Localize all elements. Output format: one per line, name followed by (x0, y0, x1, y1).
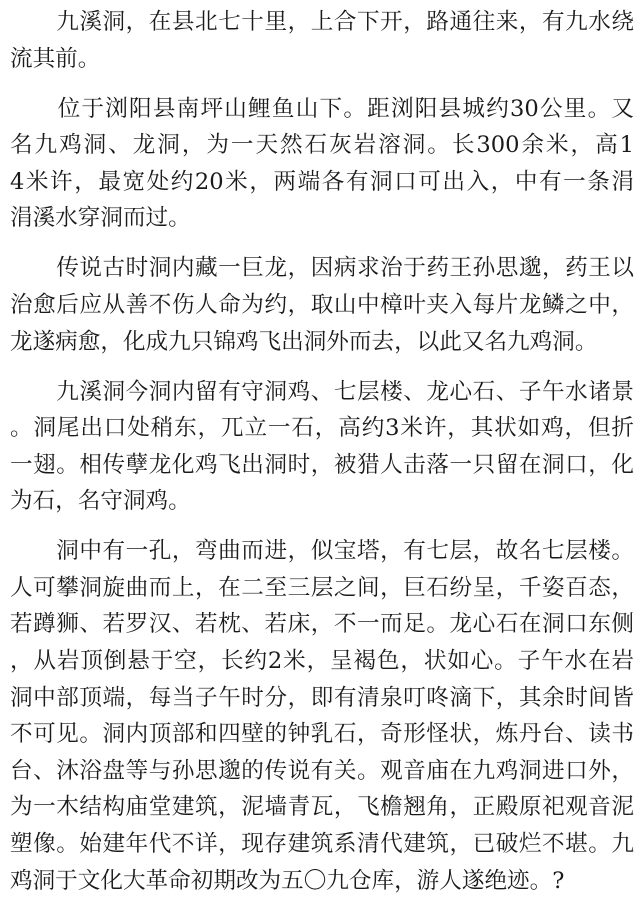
paragraph-2 (10, 91, 634, 237)
text-line: 传说古时洞内藏一巨龙，因病求治于药王孙思邈，药王以 (10, 255, 634, 282)
text-line: 龙遂病愈，化成九只锦鸡飞出洞外而去，以此又名九鸡洞。 (10, 328, 598, 355)
text-line: 一翅。相传孽龙化鸡飞出洞时，被猎人击落一只留在洞口，化 (10, 451, 634, 478)
text-line: 为石，名守洞鸡。 (10, 488, 191, 515)
text-line: 名九鸡洞、龙洞，为一天然石灰岩溶洞。长300余米，高1 (10, 132, 634, 159)
text-line: 。洞尾出口处稍东，兀立一石，高约3米许，其状如鸡，但折 (10, 415, 634, 442)
text-line: 洞中有一孔，弯曲而进，似宝塔，有七层，故名七层楼。 (10, 538, 634, 565)
text-line: 为一木结构庙堂建筑，泥墙青瓦，飞檐翘角，正殿原祀观音泥 (10, 794, 634, 821)
text-line: 流其前。 (10, 45, 101, 72)
text-line: 鸡洞于文化大革命初期改为五〇九仓库，游人遂绝迹。? (10, 867, 565, 894)
text-line: 4米许，最宽处约20米，两端各有洞口可出入，中有一条涓 (10, 168, 634, 195)
text-line: 台、沐浴盘等与孙思邈的传说有关。观音庙在九鸡洞进口外， (10, 757, 634, 784)
text-line: 若蹲狮、若罗汉、若枕、若床，不一而足。龙心石在洞口东侧 (10, 611, 634, 638)
article-body (10, 4, 634, 913)
text-line: 九溪洞，在县北七十里，上合下开，路通往来，有九水绕 (10, 9, 634, 35)
text-line: 人可攀洞旋曲而上，在二至三层之间，巨石纷呈，千姿百态， (10, 574, 634, 601)
paragraph-4 (10, 374, 634, 520)
paragraph-3 (10, 250, 634, 360)
text-line: 九溪洞今洞内留有守洞鸡、七层楼、龙心石、子午水诸景 (10, 378, 634, 405)
text-line: 治愈后应从善不伤人命为约，取山中樟叶夹入每片龙鳞之中， (10, 291, 634, 318)
text-line: 洞中部顶端，每当子午时分，即有清泉叮咚滴下，其余时间皆 (10, 684, 634, 711)
paragraph-1 (10, 4, 634, 77)
text-line: 位于浏阳县南坪山鲤鱼山下。距浏阳县城约30公里。又 (10, 95, 634, 122)
text-line: 不可见。洞内顶部和四壁的钟乳石，奇形怪状，炼丹台、读书 (10, 721, 634, 748)
text-line: 塑像。始建年代不详，现存建筑系清代建筑，已破烂不堪。九 (10, 831, 634, 858)
text-line: ，从岩顶倒悬于空，长约2米，呈褐色，状如心。子午水在岩 (10, 648, 634, 675)
paragraph-5 (10, 533, 634, 899)
text-line: 涓溪水穿洞而过。 (10, 205, 191, 232)
